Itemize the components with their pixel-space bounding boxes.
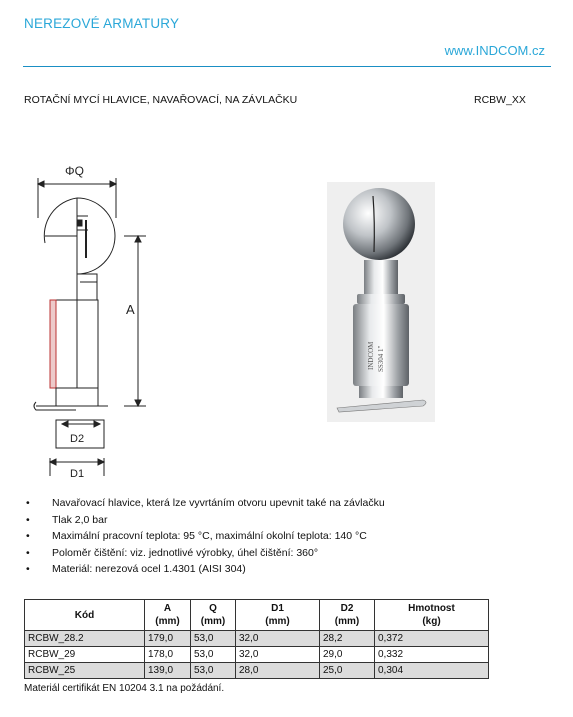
list-item: • Materiál: nerezová ocel 1.4301 (AISI 304) xyxy=(26,563,246,575)
photo-engraving-brand: INDCOM xyxy=(367,341,375,370)
product-photo xyxy=(327,182,435,422)
phi-q-label: ΦQ xyxy=(65,164,84,178)
ball-right-half xyxy=(77,198,115,274)
table-row: RCBW_28.2 179,0 53,0 32,0 28,2 0,372 xyxy=(25,631,489,647)
col-header-weight: Hmotnost (kg) xyxy=(375,600,489,631)
col-header-q: Q (mm) xyxy=(191,600,236,631)
technical-drawing xyxy=(20,158,180,480)
col-header-code: Kód xyxy=(25,600,145,631)
col-header-d2: D2 (mm) xyxy=(320,600,375,631)
specs-table xyxy=(24,599,489,679)
brand-title: NEREZOVÉ ARMATURY xyxy=(24,16,180,31)
certificate-note: Materiál certifikát EN 10204 3.1 na požádání. xyxy=(24,683,225,694)
product-title: ROTAČNÍ MYCÍ HLAVICE, NAVAŘOVACÍ, NA ZÁVLAČKU xyxy=(24,94,298,106)
table-header-row xyxy=(25,600,489,631)
list-item: • Maximální pracovní teplota: 95 °C, maximální okolní teplota: 140 °C xyxy=(26,530,367,542)
product-code: RCBW_XX xyxy=(474,94,526,106)
table-row: RCBW_29 178,0 53,0 32,0 29,0 0,332 xyxy=(25,647,489,663)
col-header-d1: D1 (mm) xyxy=(236,600,320,631)
d1-label: D1 xyxy=(70,468,85,480)
list-item: • Tlak 2,0 bar xyxy=(26,513,108,526)
col-header-a: A (mm) xyxy=(145,600,191,631)
website-link[interactable]: www.INDCOM.cz xyxy=(444,43,545,58)
d2-label: D2 xyxy=(70,433,85,445)
feature-list xyxy=(24,495,385,578)
header-divider xyxy=(23,66,551,67)
table-row: RCBW_25 139,0 53,0 28,0 25,0 0,304 xyxy=(25,663,489,679)
list-item: • Poloměr čištění: viz. jednotlivé výrobky, úhel čištění: 360° xyxy=(26,546,319,559)
list-item: • Navařovací hlavice, která lze vyvrtáním otvoru upevnit také na závlačku xyxy=(26,497,385,509)
a-label: A xyxy=(126,302,135,317)
photo-engraving-size: SS304 1" xyxy=(377,345,385,372)
